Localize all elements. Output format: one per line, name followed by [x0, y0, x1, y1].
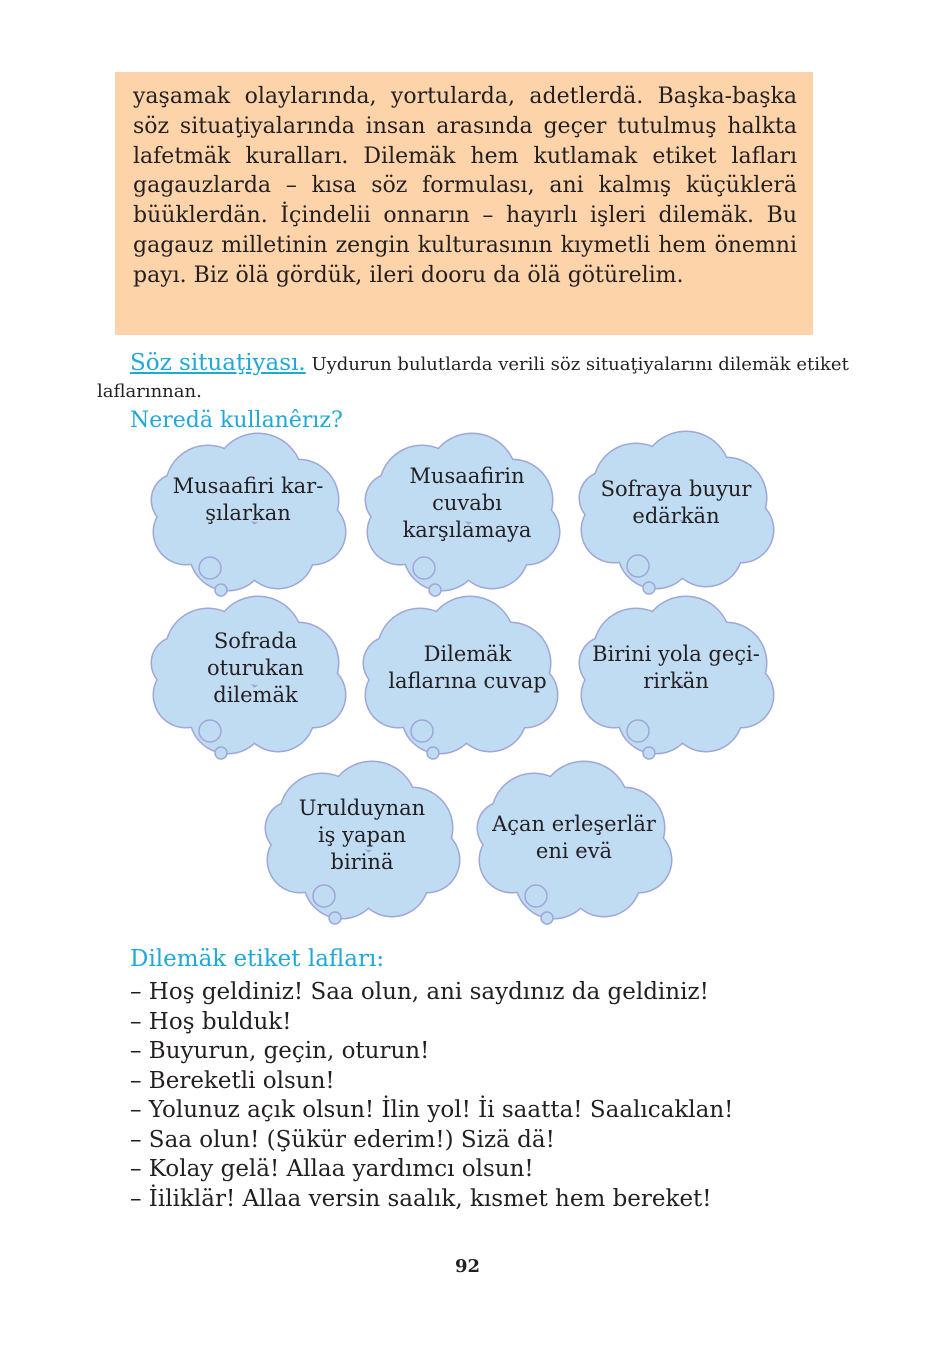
intro-text-box	[115, 72, 813, 335]
list-item: – Yolunuz açık olsun! İlin yol! İi saatta! Saalıcaklan!	[130, 1097, 734, 1123]
list-item: – Saa olun! (Şükür ederim!) Sizä dä!	[130, 1126, 555, 1153]
cloud-label: Sofrada oturukan dilemäk	[207, 628, 304, 707]
task-title: Söz situaţiyası.	[130, 350, 306, 376]
list-item: – Kolay gelä! Allaa yardımcı olsun!	[130, 1156, 534, 1182]
intro-paragraph: yaşamak olaylarında, yortularda, adetlerdä. Başka-başka söz situaţiyalarında insan arasında geçer tutulmuş halkta lafetmäk kuralları. Dilemäk hem kutlamak etiket lafları gagauzlarda – kısa söz formulası, ani kalmış küçüklerä büüklerdän. İçindelii onnarın – hayırlı işleri dilemäk. Bu gagauz milletinin zengin kulturasının kıymetli hem önemni payı. Biz ölä gördük, ileri dooru da ölä götürelim.	[133, 84, 797, 288]
cloud-label: Musaafiri kar- şılarkan	[172, 474, 324, 525]
cloud-label: Birini yola geçi- rirkän	[592, 642, 760, 693]
cloud-label: Sofraya buyur edärkän	[600, 477, 752, 528]
list-item: – Hoş bulduk!	[130, 1008, 292, 1035]
question-heading: Neredä kullanêrız?	[130, 408, 343, 433]
cloud-label: Açan erleşerlär eni evä	[492, 812, 656, 863]
list-item: – Buyurun, geçin, oturun!	[130, 1038, 430, 1064]
task-block	[97, 350, 857, 405]
task-text: Uydurun bulutlarda verili söz situaţiyalarını dilemäk etiket laflarınnan.	[97, 354, 849, 402]
list-item: – İiliklär! Allaa versin saalık, kısmet hem bereket!	[130, 1185, 712, 1212]
list-item: – Hoş geldiniz! Saa olun, ani saydınız da geldiniz!	[130, 979, 709, 1005]
page-number: 92	[454, 1256, 481, 1277]
cloud-label: Musaafirin cuvabı karşılamaya	[402, 463, 532, 542]
list-item: – Bereketli olsun!	[130, 1067, 335, 1094]
cloud-label: Dilemäk laflarına cuvap	[388, 642, 547, 693]
cloud-label: Urulduynan iş yapan birinä	[298, 796, 426, 874]
phrases-list	[130, 978, 733, 1214]
phrases-title: Dilemäk etiket lafları:	[130, 946, 385, 972]
